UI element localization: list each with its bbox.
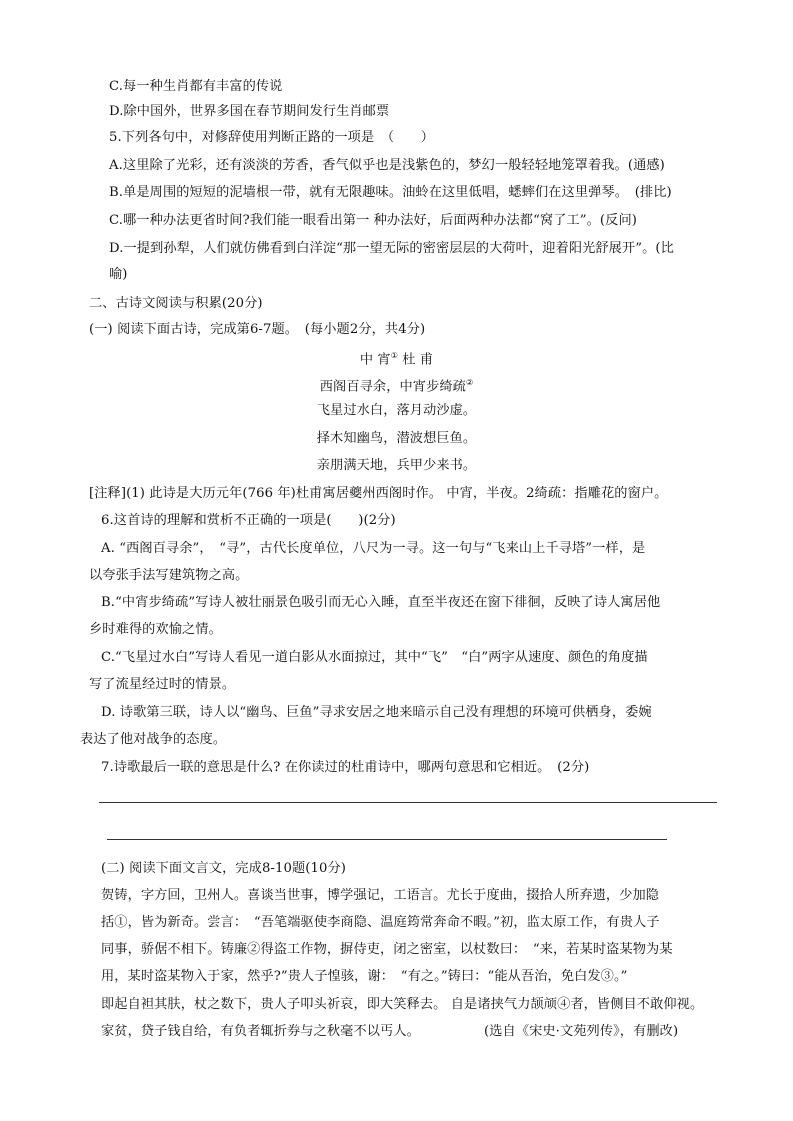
q6-option-c-line1: C.“飞星过水白”写诗人看见一道白影从水面掠过，其中“飞” “白”两字从速度、颜色的角度描	[101, 650, 648, 665]
q6-option-a-line2: 以夸张手法写建筑物之高。	[89, 568, 249, 583]
poem-title: 中 宵	[359, 352, 391, 368]
q6-option-b-line1: B.“中宵步绮疏”写诗人被壮丽景色吸引而无心入睡，直至半夜还在窗下徘徊，反映了诗人寓居他	[101, 595, 661, 610]
q5-option-d-line2: 喻)	[109, 267, 128, 282]
poem-note: [注释](1) 此诗是大历元年(766 年)杜甫寓居夔州西阁时作。 中宵，半夜。2绮疏：指雕花的窗户。	[89, 486, 668, 501]
poem-line-2: 飞星过水白，落月动沙虚。	[316, 403, 477, 418]
q5-stem: 5.下列各句中，对修辞使用判断正路的一项是 （ ）	[109, 130, 435, 145]
answer-line-2	[107, 839, 667, 840]
q6-option-a-line1: A. “西阁百寻余”， “寻”，古代长度单位，八尺为一寻。这一句与“飞来山上千寻塔”一样，是	[101, 541, 646, 556]
q5-option-a: A.这里除了光彩，还有淡淡的芳香，香气似乎也是浅紫色的，梦幻一般轻轻地笼罩着我。(通感)	[109, 158, 665, 173]
poem-author: 杜 甫	[402, 352, 434, 368]
q5-option-d-line1: D.一提到孙犁，人们就仿佛看到白洋淀“那一望无际的密密层层的大荷叶，迎着阳光舒展开”。(比	[109, 241, 674, 256]
part2-heading: (二) 阅读下面文言文，完成8-10题(10分)	[101, 861, 347, 876]
answer-line-1	[99, 802, 717, 803]
q7-stem: 7.诗歌最后一联的意思是什么? 在你读过的杜甫诗中，哪两句意思和它相近。 (2分)	[101, 760, 590, 775]
q6-stem: 6.这首诗的理解和赏析不正确的一项是( )(2分)	[101, 513, 396, 528]
poem-title-note: ①	[390, 351, 398, 360]
q6-option-d-line2: 表达了他对战争的态度。	[80, 732, 227, 747]
passage-source: (选自《宋史·文苑列传》，有删改)	[484, 1024, 679, 1039]
q5-option-b: B.单是周围的短短的泥墙根一带，就有无限趣味。油蛉在这里低唱，蟋蟀们在这里弹琴。 (排比)	[109, 185, 672, 200]
q6-option-b-line2: 乡时难得的欢愉之情。	[89, 622, 222, 637]
passage-line-1: 贺铸，字方回，卫州人。喜谈当世事，博学强记，工语言。尤长于度曲，掇拾人所弃遗，少加隐	[101, 888, 660, 903]
poem-line-4: 亲朋满天地，兵甲少来书。	[316, 458, 477, 473]
poem-line-1-wrap	[0, 374, 793, 396]
q4-option-d: D.除中国外，世界多国在春节期间发行生肖邮票	[109, 104, 390, 119]
part1-heading: (一) 阅读下面古诗，完成第6-7题。 (每小题2分，共4分)	[89, 322, 426, 337]
poem-line-1-note: ②	[465, 378, 474, 387]
passage-line-2: 括①，皆为新奇。尝言： “吾笔端驱使李商隐、温庭筠常奔命不暇。”初，监太原工作，有贵人子	[101, 915, 660, 930]
poem-title-line	[0, 347, 793, 369]
passage-line-6: 家贫，贷子钱自给，有负者辄折券与之秋毫不以丐人。	[101, 1024, 420, 1039]
passage-line-5: 即起自袒其肤，杖之数下，贵人子叩头祈哀，即大笑释去。 自是诸挟气力颉颃④者，皆侧目不敢仰视。	[101, 997, 704, 1012]
poem-line-1: 西阁百寻余，中宵步绮疏	[319, 379, 466, 395]
passage-line-4: 用，某时盗某物入于家，然乎?”贵人子惶骇，谢： “有之。”铸曰：“能从吾治，免白发③。”	[101, 969, 628, 984]
q6-option-c-line2: 写了流星经过时的情景。	[89, 677, 236, 692]
q6-option-d-line1: D. 诗歌第三联，诗人以“幽鸟、巨鱼”寻求安居之地来暗示自己没有理想的环境可供栖身，委婉	[101, 705, 652, 720]
section2-heading: 二、古诗文阅读与积累(20分)	[89, 296, 263, 311]
passage-line-3: 同事，骄倨不相下。铸廉②得盗工作物，摒侍吏，闭之密室，以杖数曰： “来，若某时盗某物为某	[101, 942, 673, 957]
q5-option-c: C.哪一种办法更省时间?我们能一眼看出第一 种办法好，后面两种办法都“窝了工”。(反问)	[109, 213, 637, 228]
poem-line-3: 择木知幽鸟，潜波想巨鱼。	[316, 431, 477, 446]
q4-option-c: C.每一种生肖都有丰富的传说	[109, 79, 283, 94]
